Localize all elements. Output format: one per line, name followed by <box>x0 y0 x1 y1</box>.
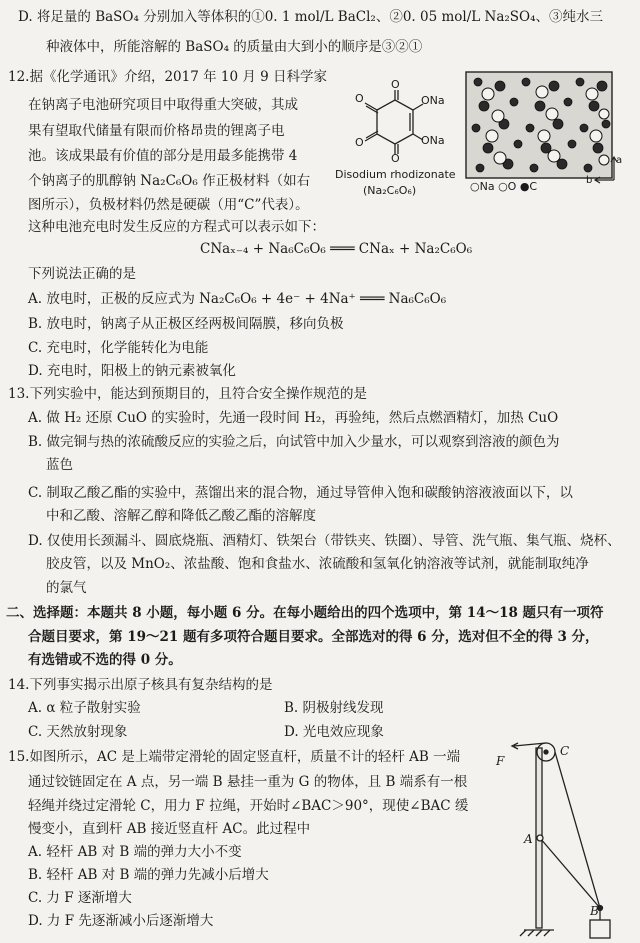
q13-line: 中和乙酸、溶解乙醇和降低乙酸乙酯的溶解度 <box>46 508 316 524</box>
q12-option-d: D. 充电时，阳极上的钠元素被氧化 <box>28 363 236 379</box>
q12-option-a: A. 放电时，正极的反应式为 Na₂C₆O₆ + 4e⁻ + 4Na⁺ ═══ Na₆C₆O₆ <box>28 291 447 307</box>
point-a-label: A <box>524 832 533 846</box>
section2-instructions: 二、选择题：本题共 8 小题，每小题 6 分。在每小题给出的四个选项中，第 14～18 题只有一项符 <box>6 605 604 621</box>
pulley-diagram-icon <box>494 738 624 943</box>
q13-line: C. 制取乙酸乙酯的实验中，蒸馏出来的混合物，通过导管伸入饱和碳酸钠溶液液面以下，以 <box>28 485 573 501</box>
q14-option-c: C. 天然放射现象 <box>28 724 128 740</box>
q15-option-c: C. 力 F 逐渐增大 <box>28 890 132 906</box>
oxygen-label: O <box>355 92 364 105</box>
molecule-name: Disodium rhodizonate <box>335 168 456 181</box>
axis-b-label: b <box>586 175 593 186</box>
oxygen-label: O <box>355 136 364 149</box>
force-f-label: F <box>496 754 505 768</box>
q12-stem-line: 个钠离子的肌醇钠 Na₂C₆O₆ 作正极材料（如右 <box>28 173 311 189</box>
q14-option-d: D. 光电效应现象 <box>284 724 384 740</box>
q13-stem: 13.下列实验中，能达到预期目的，且符合安全操作规范的是 <box>8 386 367 402</box>
q12-option-b: B. 放电时，钠离子从正极区经两极间隔膜，移向负极 <box>28 316 344 332</box>
q12-option-c: C. 充电时，化学能转化为电能 <box>28 340 209 356</box>
section2-instructions: 有选错或不选的得 0 分。 <box>28 652 182 668</box>
section2-instructions: 合题目要求，第 19～21 题有多项符合题目要求。全部选对的得 6 分，选对但不全的得 3 分， <box>28 629 599 645</box>
q13-line: B. 做完铜与热的浓硫酸反应的实验之后，向试管中加入少量水，可以观察到溶液的颜色为 <box>28 434 560 450</box>
q13-line: 的氯气 <box>46 580 87 596</box>
q12-question: 下列说法正确的是 <box>28 266 136 282</box>
q15-stem-line: 慢变小，直到杆 AB 接近竖直杆 AC。此过程中 <box>28 821 311 837</box>
crystal-structure-figure <box>464 68 628 198</box>
q15-stem-line: 轻绳并绕过定滑轮 C，用力 F 拉绳，开始时∠BAC＞90°，现使∠BAC 缓 <box>28 798 469 814</box>
q12-stem-line: 在钠离子电池研究项目中取得重大突破，其成 <box>28 97 298 113</box>
q15-option-d: D. 力 F 先逐渐减小后逐渐增大 <box>28 913 214 929</box>
ona-label: ONa <box>421 94 445 107</box>
q13-line: A. 做 H₂ 还原 CuO 的实验时，先通一段时间 H₂，再验纯，然后点燃酒精灯，加热 CuO <box>28 410 559 426</box>
oxygen-label: O <box>391 78 400 91</box>
q15-option-a: A. 轻杆 AB 对 B 端的弹力大小不变 <box>28 844 242 860</box>
pulley-rod-figure <box>494 738 624 943</box>
rhodizonate-molecule-figure <box>335 78 460 202</box>
q14-stem: 14.下列事实揭示出原子核具有复杂结构的是 <box>8 677 273 693</box>
q12-equation: CNaₓ₋₄ + Na₆C₆O₆ ═══ CNaₓ + Na₂C₆O₆ <box>200 241 473 257</box>
q13-line: D. 仅使用长颈漏斗、圆底烧瓶、酒精灯、铁架台（带铁夹、铁圈）、导管、洗气瓶、集气瓶、烧杯、 <box>28 533 621 549</box>
point-b-label: B <box>590 904 599 918</box>
q12-stem-line: 果有望取代储量有限而价格昂贵的锂离子电 <box>28 123 285 139</box>
q12-stem-line: 12.据《化学通讯》介绍，2017 年 10 月 9 日科学家 <box>8 69 328 85</box>
crystal-legend: ○Na ○O ●C <box>470 180 538 193</box>
axis-a-label: a <box>616 155 623 166</box>
q12-stem-line: 图所示），负极材料仍然是硬碳（用“C”代表）。 <box>28 197 309 213</box>
q15-stem-line: 通过铰链固定在 A 点，另一端 B 悬挂一重为 G 的物体，且 B 端系有一根 <box>28 774 468 790</box>
q12-stem-line: 池。该成果最有价值的部分是用最多能携带 4 <box>28 148 298 164</box>
point-c-label: C <box>560 744 570 758</box>
q15-stem-line: 15.如图所示，AC 是上端带定滑轮的固定竖直杆，质量不计的轻杆 AB 一端 <box>8 749 461 765</box>
q15-option-b: B. 轻杆 AB 对 B 端的弹力先减小后增大 <box>28 867 269 883</box>
q12-stem-line: 这种电池充电时发生反应的方程式可以表示如下： <box>28 219 325 235</box>
oxygen-label: O <box>391 152 400 165</box>
molecule-formula: (Na₂C₆O₆) <box>363 184 417 197</box>
q14-option-a: A. α 粒子散射实验 <box>28 700 141 716</box>
q11-option-d-line2: 种液体中，所能溶解的 BaSO₄ 的质量由大到小的顺序是③②① <box>46 39 423 55</box>
ona-label: ONa <box>421 134 445 147</box>
q13-line: 蓝色 <box>46 457 73 473</box>
q13-line: 胶皮管，以及 MnO₂、浓盐酸、饱和食盐水、浓硫酸和氢氧化钠溶液等试剂，就能制取纯净 <box>46 556 589 572</box>
q14-option-b: B. 阴极射线发现 <box>284 700 384 716</box>
q11-option-d-line1: D. 将足量的 BaSO₄ 分别加入等体积的①0. 1 mol/L BaCl₂、②0. 05 mol/L Na₂SO₄、③纯水三 <box>18 9 604 25</box>
